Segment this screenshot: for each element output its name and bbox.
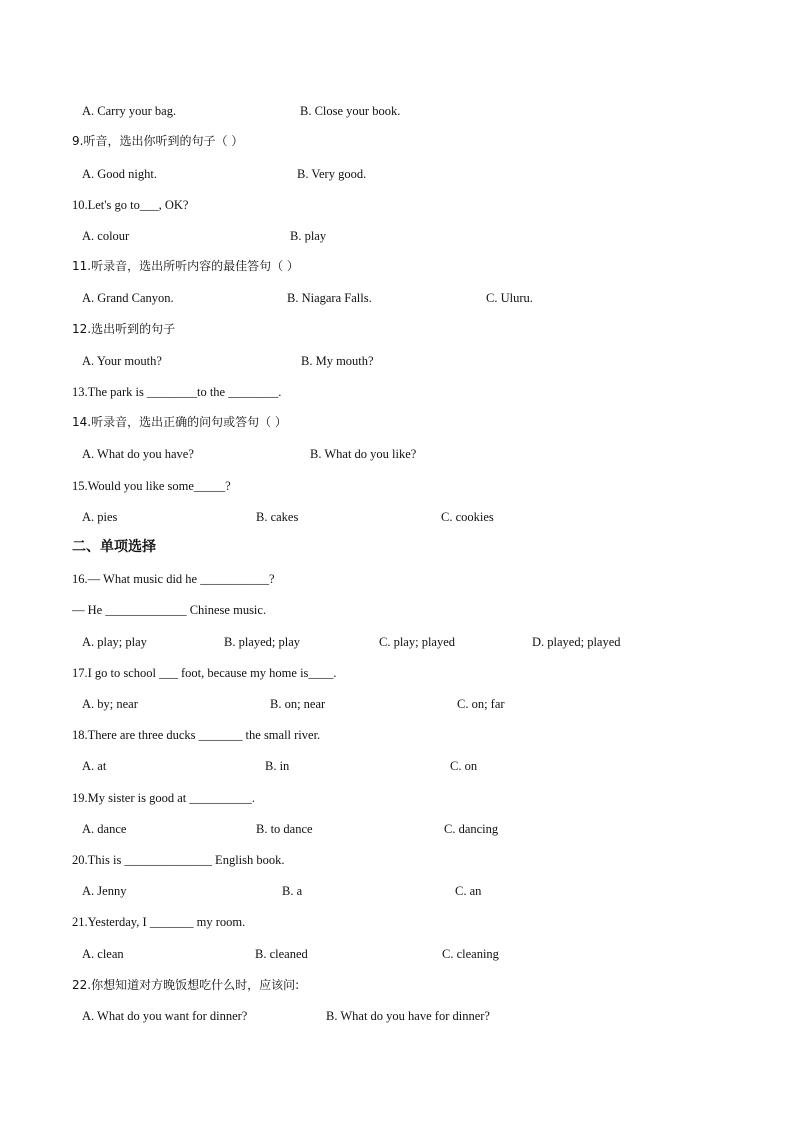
option-c: C. on; far <box>457 697 505 711</box>
question-20: 20.This is ______________ English book. <box>72 853 285 867</box>
option-b: B. What do you like? <box>310 447 417 461</box>
section-heading: 二、单项选择 <box>72 539 156 555</box>
option-a: A. by; near <box>82 697 138 711</box>
question-12: 12.选出听到的句子 <box>72 322 176 336</box>
option-b: B. Close your book. <box>300 104 401 118</box>
option-a: A. Carry your bag. <box>82 104 177 118</box>
question-14: 14.听录音，选出正确的问句或答句（ ） <box>72 415 287 429</box>
option-b: B. in <box>265 759 290 773</box>
question-10: 10.Let's go to___, OK? <box>72 198 189 212</box>
option-c: C. play; played <box>379 635 456 649</box>
option-a: A. colour <box>82 229 130 243</box>
question-21: 21.Yesterday, I _______ my room. <box>72 915 246 929</box>
option-a: A. Good night. <box>82 167 157 181</box>
question-15: 15.Would you like some_____? <box>72 479 231 493</box>
option-b: B. to dance <box>256 822 313 836</box>
question-17: 17.I go to school ___ foot, because my home is____. <box>72 666 337 680</box>
option-c: C. cleaning <box>442 947 499 961</box>
option-b: B. a <box>282 884 303 898</box>
option-a: A. Jenny <box>82 884 127 898</box>
option-a: A. play; play <box>82 635 147 649</box>
option-a: A. What do you want for dinner? <box>82 1009 248 1023</box>
question-13: 13.The park is ________to the ________. <box>72 385 282 399</box>
option-a: A. Grand Canyon. <box>82 291 174 305</box>
question-11: 11.听录音，选出所听内容的最佳答句（ ） <box>72 259 299 273</box>
option-c: C. Uluru. <box>486 291 533 305</box>
question-16: 16.— What music did he ___________? <box>72 572 275 586</box>
option-c: C. dancing <box>444 822 499 836</box>
option-b: B. Niagara Falls. <box>287 291 372 305</box>
option-a: A. What do you have? <box>82 447 194 461</box>
option-b: B. on; near <box>270 697 326 711</box>
option-a: A. pies <box>82 510 118 524</box>
option-b: B. cakes <box>256 510 299 524</box>
option-b: B. What do you have for dinner? <box>326 1009 490 1023</box>
option-a: A. Your mouth? <box>82 354 162 368</box>
option-c: C. an <box>455 884 482 898</box>
question-19: 19.My sister is good at __________. <box>72 791 255 805</box>
question-16-answer-line: — He _____________ Chinese music. <box>72 603 267 617</box>
question-22: 22.你想知道对方晚饭想吃什么时，应该问: <box>72 978 300 992</box>
option-b: B. My mouth? <box>301 354 374 368</box>
option-a: A. at <box>82 759 107 773</box>
option-a: A. clean <box>82 947 124 961</box>
question-9: 9.听音，选出你听到的句子（ ） <box>72 134 244 148</box>
option-b: B. played; play <box>224 635 301 649</box>
question-18: 18.There are three ducks _______ the small river. <box>72 728 321 742</box>
option-c: C. on <box>450 759 478 773</box>
option-d: D. played; played <box>532 635 621 649</box>
option-b: B. Very good. <box>297 167 367 181</box>
option-a: A. dance <box>82 822 127 836</box>
option-b: B. cleaned <box>255 947 308 961</box>
option-b: B. play <box>290 229 327 243</box>
option-c: C. cookies <box>441 510 494 524</box>
